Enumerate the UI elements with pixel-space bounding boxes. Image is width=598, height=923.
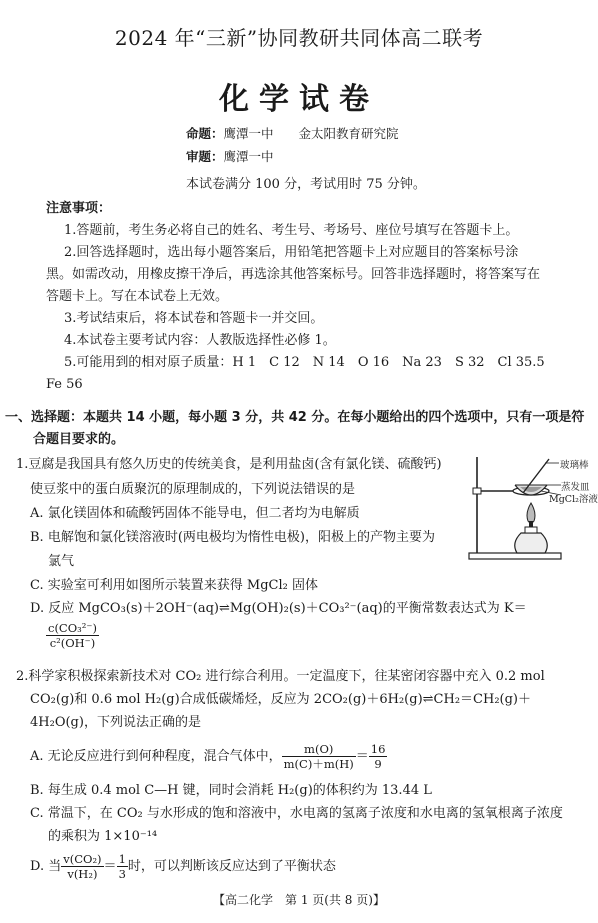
- notice-line-8: Fe 56: [46, 377, 83, 392]
- q2-a-denominator: m(C)＋m(H): [283, 757, 354, 771]
- q1-option-c: C. 实验室可利用如图所示装置来获得 MgCl₂ 固体: [30, 578, 318, 593]
- q2-a-equals: ＝: [355, 749, 369, 764]
- subject-title: 化学试卷: [219, 82, 379, 117]
- section-heading-line-1: 一、选择题：本题共 14 小题，每小题 3 分，共 42 分。在每小题给出的四个选项中，只有一项是符: [5, 410, 585, 425]
- q2-option-b: B. 每生成 0.4 mol C—H 键，同时会消耗 H₂(g)的体积约为 13.44 L: [30, 783, 432, 798]
- evaporation-apparatus-drawing: [465, 455, 597, 563]
- figure-label-glass-rod: 玻璃棒: [560, 460, 589, 471]
- q2-stem-line-3: 4H₂O(g)，下列说法正确的是: [30, 715, 201, 730]
- q2-d-suffix: 时，可以判断该反应达到了平衡状态: [127, 859, 336, 874]
- figure-label-solution: MgCl₂溶液: [549, 494, 598, 505]
- q1-d-denominator: c²(OH⁻): [49, 636, 96, 650]
- exam-title: 2024 年“三新”协同教研共同体高二联考: [114, 26, 484, 50]
- q1-option-a: A. 氯化镁固体和硫酸钙固体不能导电，但二者均为电解质: [30, 506, 360, 521]
- notice-line-1: 1.答题前，考生务必将自己的姓名、考生号、考场号、座位号填写在答题卡上。: [64, 223, 519, 238]
- notice-line-5: 3.考试结束后，将本试卷和答题卡一并交回。: [64, 311, 324, 326]
- q1-d-numerator: c(CO₃²⁻): [48, 621, 97, 635]
- flame-icon: [527, 503, 535, 523]
- q2-d-denominator: v(H₂): [67, 867, 98, 881]
- notice-line-2: 2.回答选择题时，选出每小题答案后，用铅笔把答题卡上对应题目的答案标号涂: [64, 245, 519, 260]
- q2-d-equals: ＝: [103, 859, 117, 874]
- figure-label-dish: 蒸发皿: [561, 482, 590, 493]
- notice-line-6: 4.本试卷主要考试内容：人教版选择性必修 1。: [64, 333, 336, 348]
- notice-line-3: 黑。如需改动，用橡皮擦干净后，再选涂其他答案标号。回答非选择题时，将答案写在: [46, 267, 541, 282]
- clamp: [473, 488, 481, 494]
- q1-stem-line-2: 使豆浆中的蛋白质聚沉的原理制成的，下列说法错误的是: [30, 482, 356, 497]
- reviewer-value: 鹰潭一中: [223, 149, 274, 164]
- notice-heading: 注意事项：: [46, 201, 112, 216]
- q2-stem-line-1: 2.科学家积极探索新技术对 CO₂ 进行综合利用。一定温度下，往某密闭容器中充入 0.2 mol: [16, 669, 545, 684]
- q1-stem-line-1: 1.豆腐是我国具有悠久历史的传统美食，是利用盐卤(含有氯化镁、硫酸钙): [16, 457, 442, 472]
- reviewer-label: 审题：: [186, 149, 224, 164]
- alcohol-lamp: [515, 533, 548, 553]
- reviewer-line: [186, 147, 274, 165]
- q2-d-ratio-denominator: 3: [118, 867, 126, 881]
- lamp-wick: [529, 521, 533, 527]
- q2-option-c-line-1: C. 常温下，在 CO₂ 与水形成的饱和溶液中，水电离的氢离子浓度和水电离的氢氧根离子浓度: [30, 806, 563, 821]
- notice-line-7: 5.可能用到的相对原子质量：H 1 C 12 N 14 O 16 Na 23 S 32 Cl 35.5: [64, 355, 545, 370]
- q2-a-numerator: m(O): [282, 742, 356, 757]
- q1-option-d-fraction: [46, 621, 99, 650]
- q2-option-c-line-2: 的乘积为 1×10⁻¹⁴: [48, 829, 158, 844]
- author-line: [186, 124, 399, 142]
- q1-d-fraction: [46, 621, 99, 650]
- q2-d-fraction: [61, 852, 103, 881]
- notice-line-4: 答题卡上。写在本试卷上无效。: [46, 289, 229, 304]
- stand-base: [469, 553, 561, 559]
- page-footer: 【高二化学 第 1 页(共 8 页)】: [213, 893, 385, 907]
- q1-option-b-line-1: B. 电解饱和氯化镁溶液时(两电极均为惰性电极)，阳极上的产物主要为: [30, 530, 435, 545]
- intro-text: 本试卷满分 100 分，考试用时 75 分钟。: [186, 177, 426, 192]
- q2-a-ratio-denominator: 9: [374, 757, 382, 771]
- q2-a-fraction: [282, 742, 356, 771]
- q2-stem-line-2: CO₂(g)和 0.6 mol H₂(g)合成低碳烯烃，反应为 2CO₂(g)＋6H₂(g)⇌CH₂＝CH₂(g)＋: [30, 692, 531, 707]
- q2-a-text: A. 无论反应进行到何种程度，混合气体中，: [30, 749, 282, 764]
- q1-option-b-line-2: 氯气: [48, 554, 75, 569]
- q2-d-ratio-numerator: 1: [118, 852, 126, 866]
- author-value: 鹰潭一中 金太阳教育研究院: [223, 126, 399, 141]
- q2-option-a: [30, 742, 387, 771]
- author-label: 命题：: [186, 126, 224, 141]
- q2-d-numerator: v(CO₂): [63, 852, 102, 866]
- evaporation-apparatus-figure: [465, 455, 597, 563]
- q2-option-d: [30, 852, 336, 881]
- q1-option-d-line-1: D. 反应 MgCO₃(s)＋2OH⁻(aq)⇌Mg(OH)₂(s)＋CO₃²⁻(aq)的平衡常数表达式为 K＝: [30, 601, 527, 616]
- section-heading-line-2: 合题目要求的。: [33, 432, 125, 447]
- q2-d-ratio: [117, 852, 128, 881]
- q2-a-ratio-numerator: 16: [370, 742, 386, 756]
- q2-a-ratio: [369, 742, 388, 771]
- q2-d-prefix: D. 当: [30, 859, 62, 874]
